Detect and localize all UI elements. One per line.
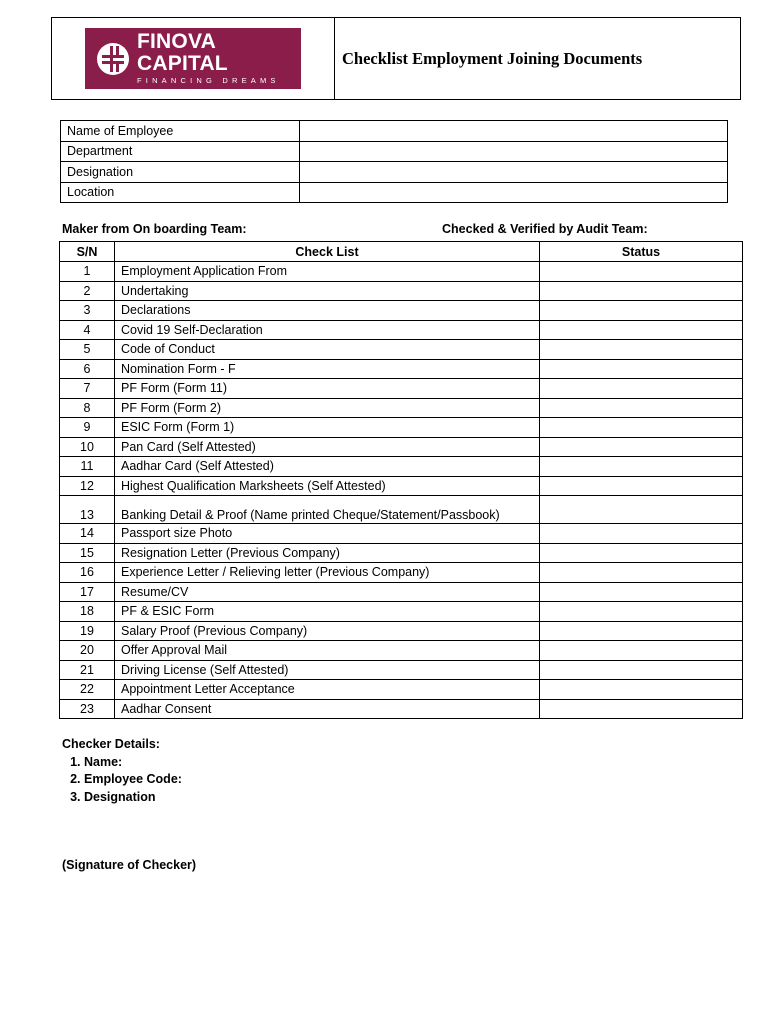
row-sn: 20	[60, 641, 115, 661]
checker-field-designation: 3. Designation	[84, 789, 182, 807]
table-row	[60, 418, 743, 438]
document-header	[51, 17, 741, 100]
checker-fields	[62, 754, 182, 807]
checklist-body	[60, 262, 743, 719]
row-check-item: Resignation Letter (Previous Company)	[115, 543, 540, 563]
row-status[interactable]	[540, 524, 743, 544]
table-row	[60, 476, 743, 496]
row-check-item: Salary Proof (Previous Company)	[115, 621, 540, 641]
table-row	[60, 437, 743, 457]
table-row	[60, 340, 743, 360]
row-status[interactable]	[540, 543, 743, 563]
row-status[interactable]	[540, 660, 743, 680]
signature-of-checker: (Signature of Checker)	[62, 858, 197, 872]
info-label: Name of Employee	[61, 121, 300, 142]
info-value[interactable]	[300, 162, 728, 183]
row-check-item: Banking Detail & Proof (Name printed Cheque/Statement/Passbook)	[115, 496, 540, 524]
info-row	[61, 182, 728, 203]
row-status[interactable]	[540, 281, 743, 301]
row-check-item: ESIC Form (Form 1)	[115, 418, 540, 438]
row-check-item: Undertaking	[115, 281, 540, 301]
table-row	[60, 320, 743, 340]
table-row	[60, 379, 743, 399]
info-row	[61, 121, 728, 142]
row-check-item: Code of Conduct	[115, 340, 540, 360]
row-sn: 1	[60, 262, 115, 282]
header-status: Status	[540, 242, 743, 262]
row-status[interactable]	[540, 457, 743, 477]
table-row	[60, 621, 743, 641]
logo-cell	[52, 18, 335, 99]
row-status[interactable]	[540, 262, 743, 282]
maker-label: Maker from On boarding Team:	[62, 222, 247, 236]
row-sn: 8	[60, 398, 115, 418]
table-row	[60, 641, 743, 661]
row-sn: 15	[60, 543, 115, 563]
row-check-item: Employment Application From	[115, 262, 540, 282]
info-value[interactable]	[300, 121, 728, 142]
row-status[interactable]	[540, 621, 743, 641]
row-check-item: Driving License (Self Attested)	[115, 660, 540, 680]
row-status[interactable]	[540, 680, 743, 700]
table-row	[60, 543, 743, 563]
table-row	[60, 457, 743, 477]
row-status[interactable]	[540, 320, 743, 340]
row-status[interactable]	[540, 379, 743, 399]
row-check-item: Experience Letter / Relieving letter (Previous Company)	[115, 563, 540, 583]
info-label: Location	[61, 182, 300, 203]
row-check-item: Declarations	[115, 301, 540, 321]
checker-field-name: 1. Name:	[84, 754, 182, 772]
row-sn: 19	[60, 621, 115, 641]
row-status[interactable]	[540, 563, 743, 583]
info-value[interactable]	[300, 182, 728, 203]
row-sn: 11	[60, 457, 115, 477]
table-row	[60, 398, 743, 418]
row-status[interactable]	[540, 301, 743, 321]
checklist-header-row	[60, 242, 743, 262]
section-labels	[62, 222, 742, 236]
checker-field-employee-code: 2. Employee Code:	[84, 771, 182, 789]
table-row	[60, 496, 743, 524]
info-value[interactable]	[300, 141, 728, 162]
table-row	[60, 359, 743, 379]
title-cell	[335, 18, 740, 99]
row-status[interactable]	[540, 476, 743, 496]
row-status[interactable]	[540, 699, 743, 719]
row-status[interactable]	[540, 641, 743, 661]
table-row	[60, 582, 743, 602]
row-sn: 2	[60, 281, 115, 301]
row-sn: 3	[60, 301, 115, 321]
row-check-item: Passport size Photo	[115, 524, 540, 544]
row-sn: 16	[60, 563, 115, 583]
row-sn: 10	[60, 437, 115, 457]
checklist-table	[59, 241, 743, 719]
row-sn: 21	[60, 660, 115, 680]
checker-details	[62, 736, 182, 806]
row-sn: 5	[60, 340, 115, 360]
row-status[interactable]	[540, 602, 743, 622]
row-sn: 22	[60, 680, 115, 700]
row-sn: 12	[60, 476, 115, 496]
row-check-item: Aadhar Consent	[115, 699, 540, 719]
table-row	[60, 262, 743, 282]
info-label: Department	[61, 141, 300, 162]
info-label: Designation	[61, 162, 300, 183]
row-sn: 14	[60, 524, 115, 544]
row-check-item: Aadhar Card (Self Attested)	[115, 457, 540, 477]
table-row	[60, 602, 743, 622]
row-check-item: Offer Approval Mail	[115, 641, 540, 661]
checker-heading: Checker Details:	[62, 737, 160, 751]
logo-tagline: FINANCING DREAMS	[137, 76, 280, 85]
row-status[interactable]	[540, 398, 743, 418]
table-row	[60, 301, 743, 321]
row-sn: 9	[60, 418, 115, 438]
row-check-item: Highest Qualification Marksheets (Self Attested)	[115, 476, 540, 496]
row-sn: 6	[60, 359, 115, 379]
header-sn: S/N	[60, 242, 115, 262]
row-sn: 4	[60, 320, 115, 340]
table-row	[60, 699, 743, 719]
employee-info-table	[60, 120, 728, 203]
row-status[interactable]	[540, 496, 743, 524]
row-check-item: Resume/CV	[115, 582, 540, 602]
row-check-item: Covid 19 Self-Declaration	[115, 320, 540, 340]
table-row	[60, 660, 743, 680]
logo-name: FINOVA CAPITAL	[137, 30, 228, 75]
row-sn: 17	[60, 582, 115, 602]
row-check-item: PF Form (Form 11)	[115, 379, 540, 399]
row-sn: 7	[60, 379, 115, 399]
row-status[interactable]	[540, 418, 743, 438]
row-sn: 23	[60, 699, 115, 719]
table-row	[60, 680, 743, 700]
document-title: Checklist Employment Joining Documents	[342, 48, 643, 68]
verifier-label: Checked & Verified by Audit Team:	[442, 222, 648, 236]
row-check-item: Appointment Letter Acceptance	[115, 680, 540, 700]
info-row	[61, 141, 728, 162]
table-row	[60, 524, 743, 544]
row-sn: 13	[60, 496, 115, 524]
row-check-item: PF Form (Form 2)	[115, 398, 540, 418]
row-check-item: Pan Card (Self Attested)	[115, 437, 540, 457]
row-status[interactable]	[540, 340, 743, 360]
finova-logo	[85, 28, 301, 89]
row-status[interactable]	[540, 582, 743, 602]
row-sn: 18	[60, 602, 115, 622]
row-check-item: Nomination Form - F	[115, 359, 540, 379]
finova-emblem-icon	[95, 41, 131, 77]
row-status[interactable]	[540, 437, 743, 457]
row-check-item: PF & ESIC Form	[115, 602, 540, 622]
table-row	[60, 281, 743, 301]
row-status[interactable]	[540, 359, 743, 379]
table-row	[60, 563, 743, 583]
header-check-list: Check List	[115, 242, 540, 262]
info-row	[61, 162, 728, 183]
